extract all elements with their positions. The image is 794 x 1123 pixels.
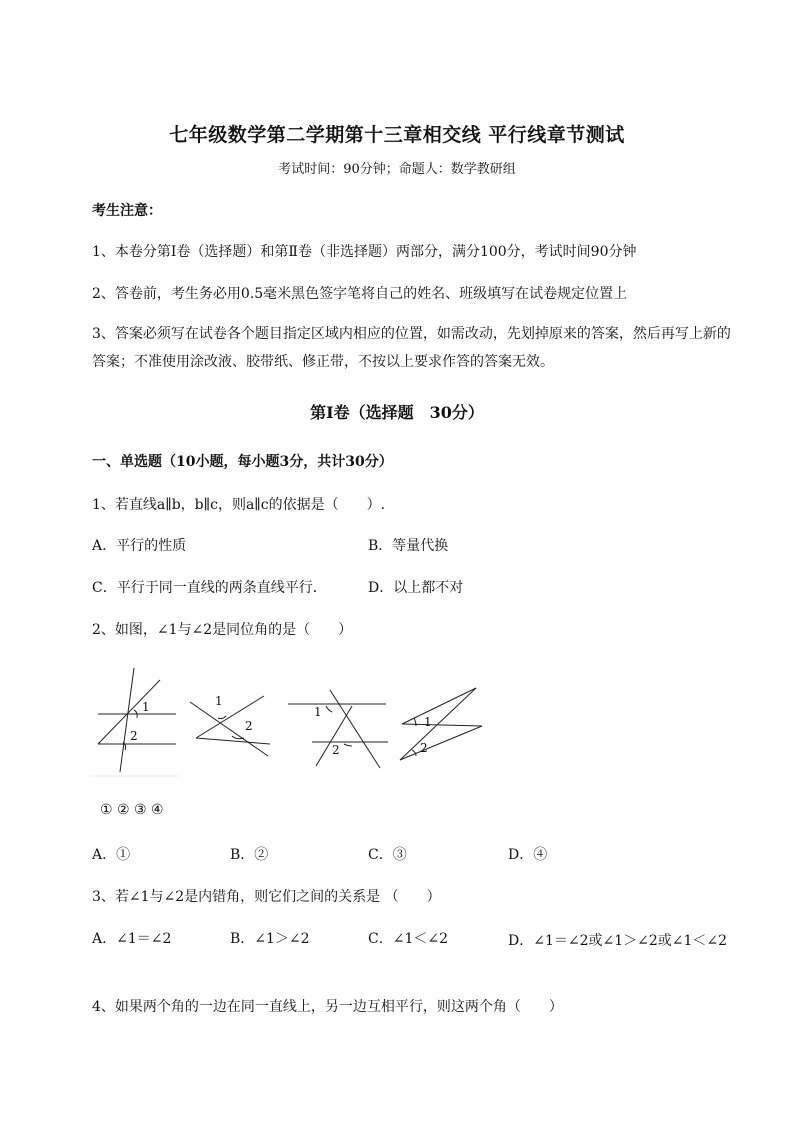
option-a: A．① [92,847,131,863]
question-stem: 1、若直线a∥b，b∥c，则a∥c的依据是（ ）. [92,497,386,513]
option-b: B．∠1＞∠2 [230,931,310,947]
option-c: C．∠1＜∠2 [368,931,448,947]
angle-label: 2 [332,743,340,757]
figure-caption: ① ② ③ ④ [100,802,164,818]
page-subtitle: 考试时间：90分钟；命题人：数学教研组 [278,162,516,177]
angle-label: 2 [245,719,253,733]
angle-figures [90,660,500,780]
angle-label: 2 [420,741,428,755]
option-d: D．④ [508,847,548,863]
option-d: D．∠1＝∠2或∠1＞∠2或∠1＜∠2 [508,933,728,949]
option-c: C．平行于同一直线的两条直线平行． [92,580,327,596]
question-stem: 4、如果两个角的一边在同一直线上，另一边互相平行，则这两个角（ ） [92,999,563,1015]
notice-heading: 考生注意： [92,203,162,219]
page-title: 七年级数学第二学期第十三章相交线 平行线章节测试 [169,124,625,146]
option-b: B．② [230,847,269,863]
angle-label: 1 [215,694,223,708]
option-c: C．③ [368,847,407,863]
option-a: A．平行的性质 [92,538,187,554]
question-stem: 2、如图，∠1与∠2是同位角的是（ ） [92,622,353,638]
figure-4 [400,688,482,760]
angle-label: 2 [130,729,138,743]
angle-label: 1 [142,700,150,714]
figure-1 [98,668,176,772]
section-title: 第I卷（选择题 30分） [310,403,484,422]
option-a: A．∠1＝∠2 [92,931,172,947]
notice-item: 3、答案必须写在试卷各个题目指定区域内相应的位置，如需改动，先划掉原来的答案，然后再写上新的答案；不准使用涂改液、胶带纸、修正带，不按以上要求作答的答案无效。 [92,326,731,370]
angle-label: 1 [424,715,432,729]
figure-2 [190,696,270,756]
angle-label: 1 [314,705,322,719]
option-d: D．以上都不对 [368,580,464,596]
option-b: B．等量代换 [368,538,449,554]
notice-item: 1、本卷分第I卷（选择题）和第Ⅱ卷（非选择题）两部分，满分100分，考试时间90分钟 [92,244,637,260]
notice-item: 2、答卷前，考生务必用0.5毫米黑色签字笔将自己的姓名、班级填写在试卷规定位置上 [92,286,628,302]
question-stem: 3、若∠1与∠2是内错角，则它们之间的关系是 （ ） [92,889,441,905]
part-heading: 一、单选题（10小题，每小题3分，共计30分） [92,454,393,470]
